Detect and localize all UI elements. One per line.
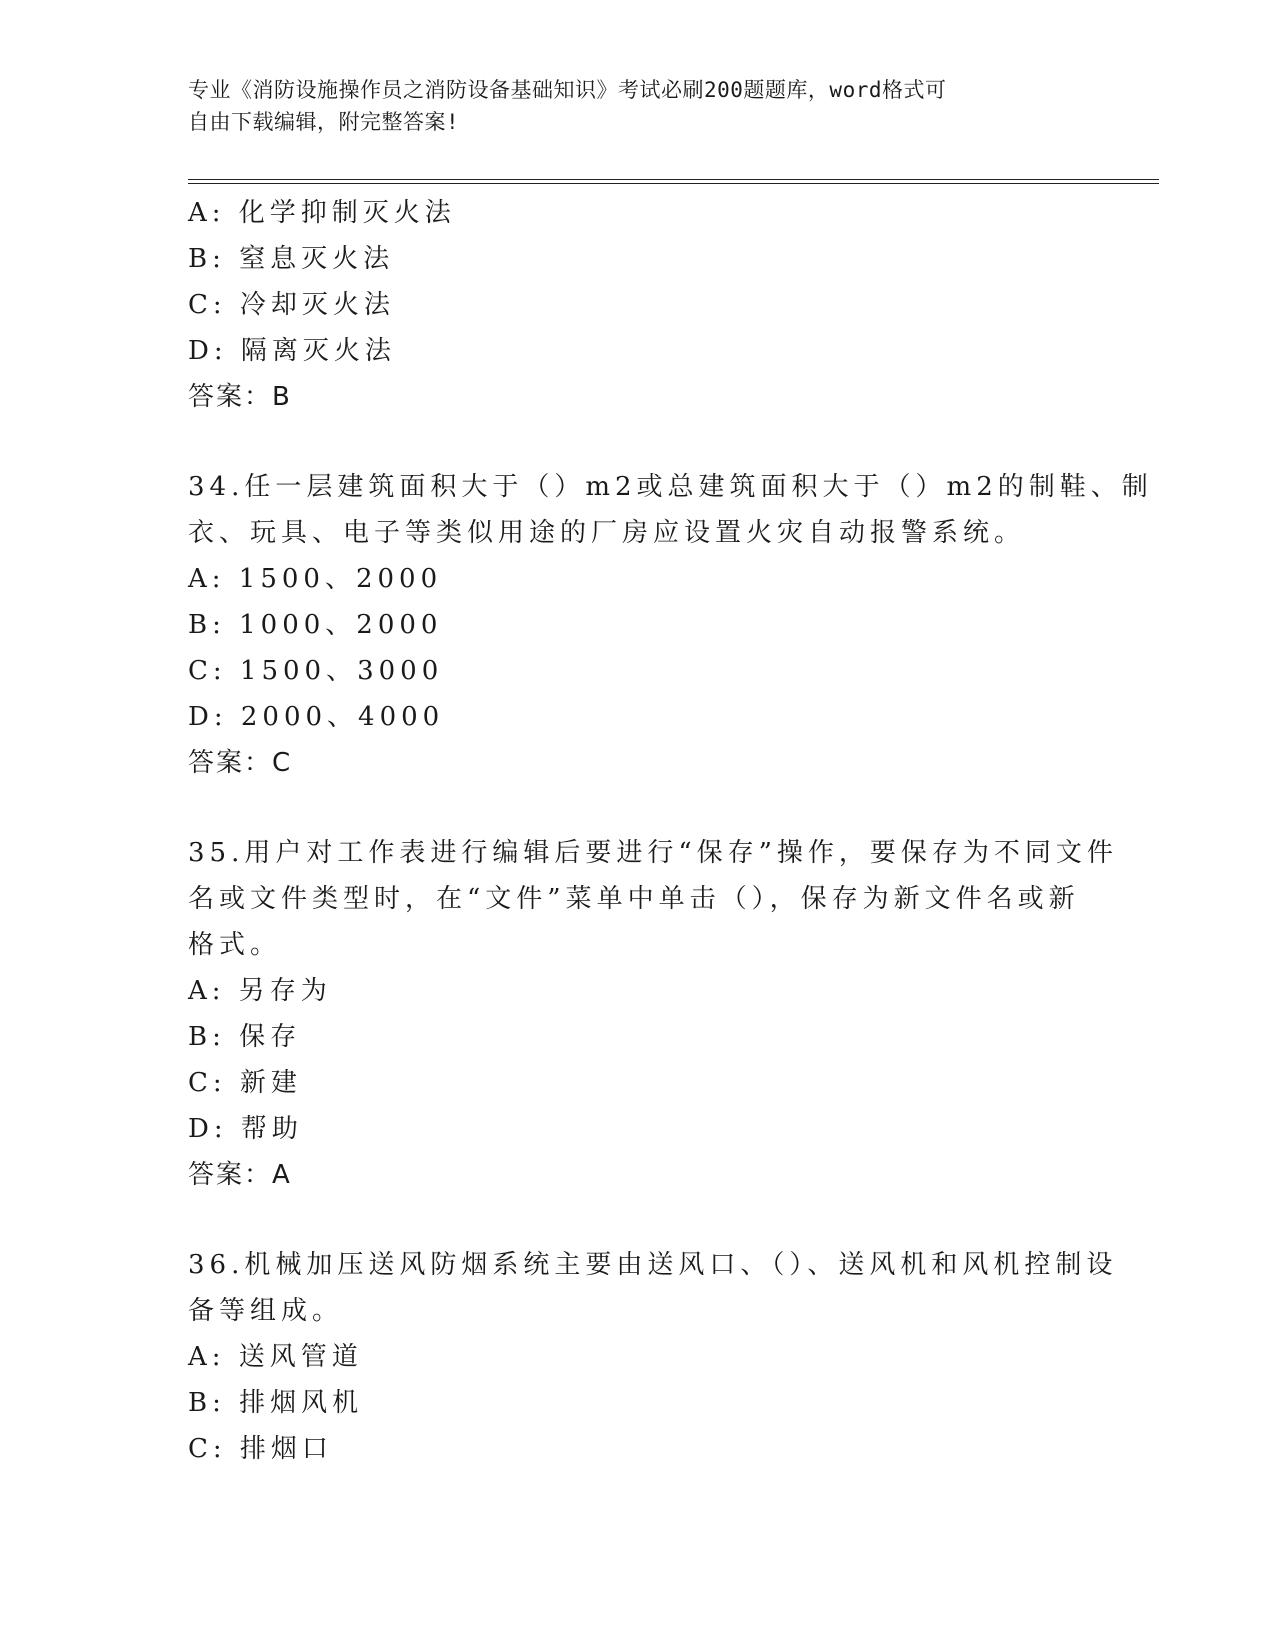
question-33 — [188, 190, 1088, 420]
option-c: C: 1500、3000 — [188, 656, 444, 686]
spacer — [188, 1198, 1088, 1242]
option-b: B: 排烟风机 — [188, 1388, 364, 1418]
question-36 — [188, 1242, 1118, 1472]
option-b: B: 1000、2000 — [188, 610, 443, 640]
option-a: A: 送风管道 — [188, 1342, 363, 1372]
option-a: A: 另存为 — [188, 976, 332, 1006]
question-stem-line: 格式。 — [188, 930, 282, 960]
header-line-2: 自由下载编辑，附完整答案! — [188, 110, 460, 134]
option-a: A: 化学抑制灭火法 — [188, 198, 456, 228]
option-c: C: 排烟口 — [188, 1434, 333, 1464]
option-c: C: 新建 — [188, 1068, 302, 1098]
question-stem-line: 35.用户对工作表进行编辑后要进行“保存”操作，要保存为不同文件 — [188, 838, 1118, 868]
question-34 — [188, 464, 1153, 786]
header-divider-top — [188, 179, 1159, 180]
question-stem-line: 备等组成。 — [188, 1296, 344, 1326]
question-stem-line: 衣、玩具、电子等类似用途的厂房应设置火灾自动报警系统。 — [188, 518, 1026, 548]
option-a: A: 1500、2000 — [188, 564, 443, 594]
option-d: D: 隔离灭火法 — [188, 336, 396, 366]
option-c: C: 冷却灭火法 — [188, 290, 395, 320]
question-35 — [188, 830, 1118, 1198]
answer-label: 答案：C — [188, 748, 293, 778]
question-stem-line: 34.任一层建筑面积大于（）m2或总建筑面积大于（）m2的制鞋、制 — [188, 472, 1153, 502]
answer-label: 答案：B — [188, 382, 292, 412]
question-list — [188, 190, 1153, 1472]
answer-label: 答案：A — [188, 1160, 292, 1190]
option-b: B: 窒息灭火法 — [188, 244, 395, 274]
option-b: B: 保存 — [188, 1022, 302, 1052]
spacer — [188, 786, 1088, 830]
header-line-1: 专业《消防设施操作员之消防设备基础知识》考试必刷200题题库，word格式可 — [188, 78, 947, 102]
question-stem-line: 名或文件类型时，在“文件”菜单中单击（），保存为新文件名或新 — [188, 884, 1080, 914]
document-header — [188, 74, 1088, 138]
spacer — [188, 420, 1088, 464]
option-d: D: 2000、4000 — [188, 702, 445, 732]
header-divider-bottom — [188, 183, 1159, 184]
option-d: D: 帮助 — [188, 1114, 303, 1144]
question-stem-line: 36.机械加压送风防烟系统主要由送风口、（）、送风机和风机控制设 — [188, 1250, 1118, 1280]
